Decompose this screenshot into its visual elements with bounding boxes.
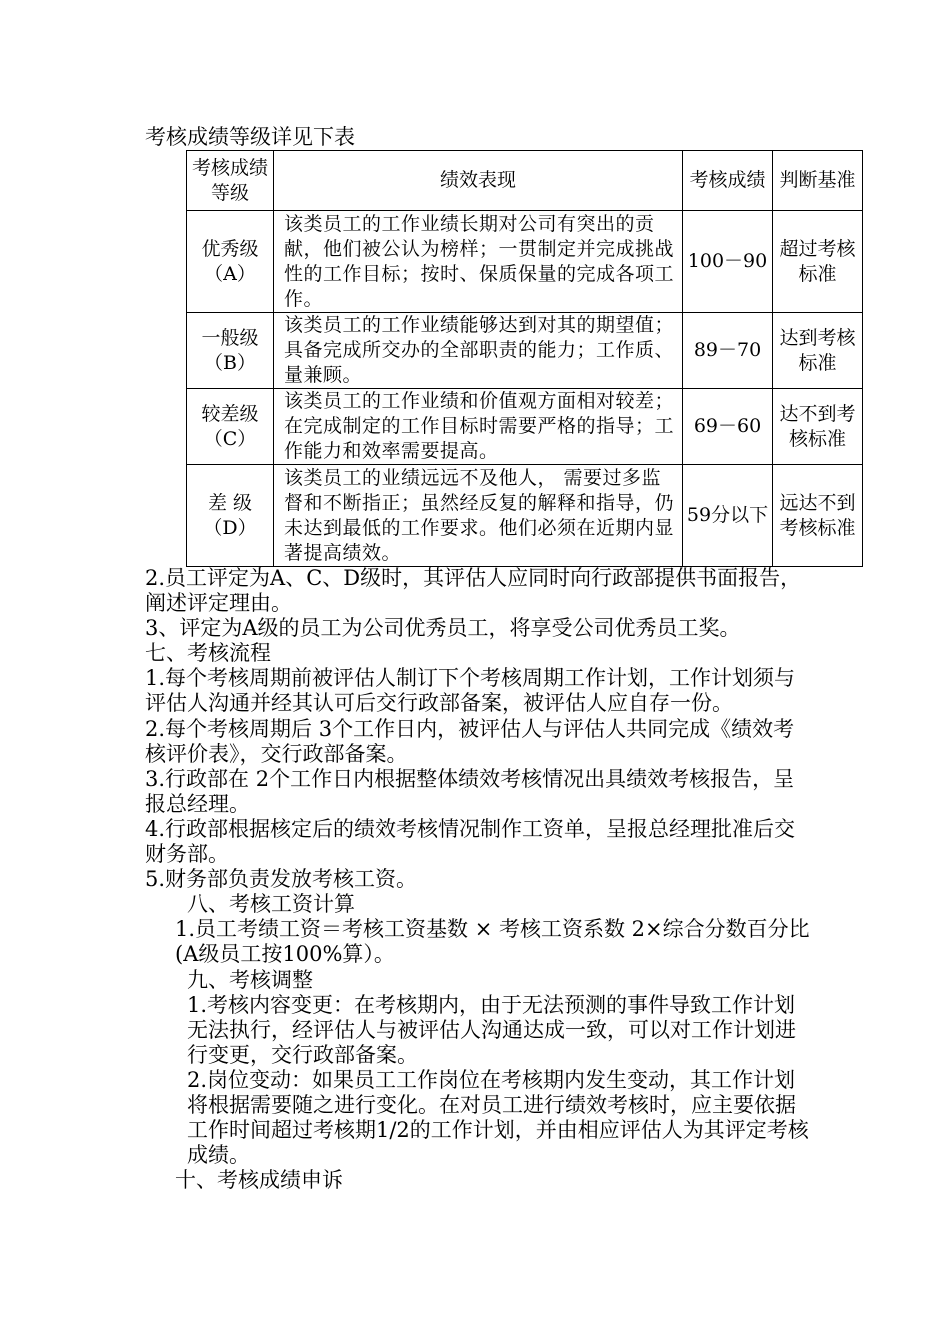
standard-cell: 达到考核标准 bbox=[773, 313, 863, 389]
section-heading-process: 七、考核流程 bbox=[145, 641, 271, 666]
header-performance: 绩效表现 bbox=[274, 151, 683, 211]
grade-table bbox=[186, 150, 863, 567]
process-step-2: 2.每个考核周期后 3个工作日内，被评估人与评估人共同完成《绩效考核评价表》，交行政部备案。 bbox=[145, 716, 795, 766]
paragraph-excellent-award: 3、评定为A级的员工为公司优秀员工，将享受公司优秀员工奖。 bbox=[145, 616, 741, 641]
score-cell: 59分以下 bbox=[683, 465, 773, 567]
standard-cell: 远达不到考核标准 bbox=[773, 465, 863, 567]
grade-cell: 优秀级（A） bbox=[187, 211, 274, 313]
process-step-3: 3.行政部在 2个工作日内根据整体绩效考核情况出具绩效考核报告，呈报总经理。 bbox=[145, 766, 795, 816]
standard-cell: 超过考核标准 bbox=[773, 211, 863, 313]
score-cell: 69－60 bbox=[683, 389, 773, 465]
header-score: 考核成绩 bbox=[683, 151, 773, 211]
salary-formula: 1.员工考绩工资＝考核工资基数 × 考核工资系数 2×综合分数百分比(A级员工按100%算）。 bbox=[175, 917, 810, 967]
table-row bbox=[187, 465, 863, 567]
table-header-row bbox=[187, 151, 863, 211]
section-heading-adjustment: 九、考核调整 bbox=[187, 967, 313, 992]
process-step-5: 5.财务部负责发放考核工资。 bbox=[145, 867, 418, 892]
score-cell: 100－90 bbox=[683, 211, 773, 313]
document-body bbox=[145, 566, 815, 1193]
section-heading-salary: 八、考核工资计算 bbox=[187, 892, 355, 917]
grade-cell: 差 级（D） bbox=[187, 465, 274, 567]
section-heading-appeal: 十、考核成绩申诉 bbox=[175, 1168, 343, 1193]
process-step-4: 4.行政部根据核定后的绩效考核情况制作工资单，呈报总经理批准后交财务部。 bbox=[145, 816, 796, 867]
header-grade: 考核成绩等级 bbox=[187, 151, 274, 211]
standard-cell: 达不到考核标准 bbox=[773, 389, 863, 465]
grade-cell: 较差级（C） bbox=[187, 389, 274, 465]
table-row bbox=[187, 313, 863, 389]
adjustment-position-change: 2.岗位变动：如果员工工作岗位在考核期内发生变动，其工作计划将根据需要随之进行变化。在对员工进行绩效考核时，应主要依据工作时间超过考核期1/2的工作计划，并由相应评估人为其评定考核成绩。 bbox=[187, 1067, 809, 1168]
performance-cell: 该类员工的工作业绩长期对公司有突出的贡献，他们被公认为榜样；一贯制定并完成挑战性的工作目标；按时、保质保量的完成各项工作。 bbox=[274, 211, 683, 313]
adjustment-content-change: 1.考核内容变更：在考核期内，由于无法预测的事件导致工作计划无法执行，经评估人与被评估人沟通达成一致，可以对工作计划进行变更，交行政部备案。 bbox=[187, 992, 796, 1067]
header-standard: 判断基准 bbox=[773, 151, 863, 211]
score-cell: 89－70 bbox=[683, 313, 773, 389]
performance-cell: 该类员工的工作业绩和价值观方面相对较差；在完成制定的工作目标时需要严格的指导；工作能力和效率需要提高。 bbox=[274, 389, 683, 465]
table-row bbox=[187, 211, 863, 313]
table-row bbox=[187, 389, 863, 465]
paragraph-report-requirement: 2.员工评定为A、C、D级时，其评估人应同时向行政部提供书面报告，阐述评定理由。 bbox=[145, 566, 802, 616]
table-intro: 考核成绩等级详见下表 bbox=[145, 125, 355, 149]
grade-cell: 一般级（B） bbox=[187, 313, 274, 389]
process-step-1: 1.每个考核周期前被评估人制订下个考核周期工作计划，工作计划须与评估人沟通并经其认可后交行政部备案，被评估人应自存一份。 bbox=[145, 666, 796, 716]
performance-cell: 该类员工的工作业绩能够达到对其的期望值；具备完成所交办的全部职责的能力；工作质、量兼顾。 bbox=[274, 313, 683, 389]
performance-cell: 该类员工的业绩远远不及他人， 需要过多监督和不断指正；虽然经反复的解释和指导，仍未达到最低的工作要求。他们必须在近期内显著提高绩效。 bbox=[274, 465, 683, 567]
